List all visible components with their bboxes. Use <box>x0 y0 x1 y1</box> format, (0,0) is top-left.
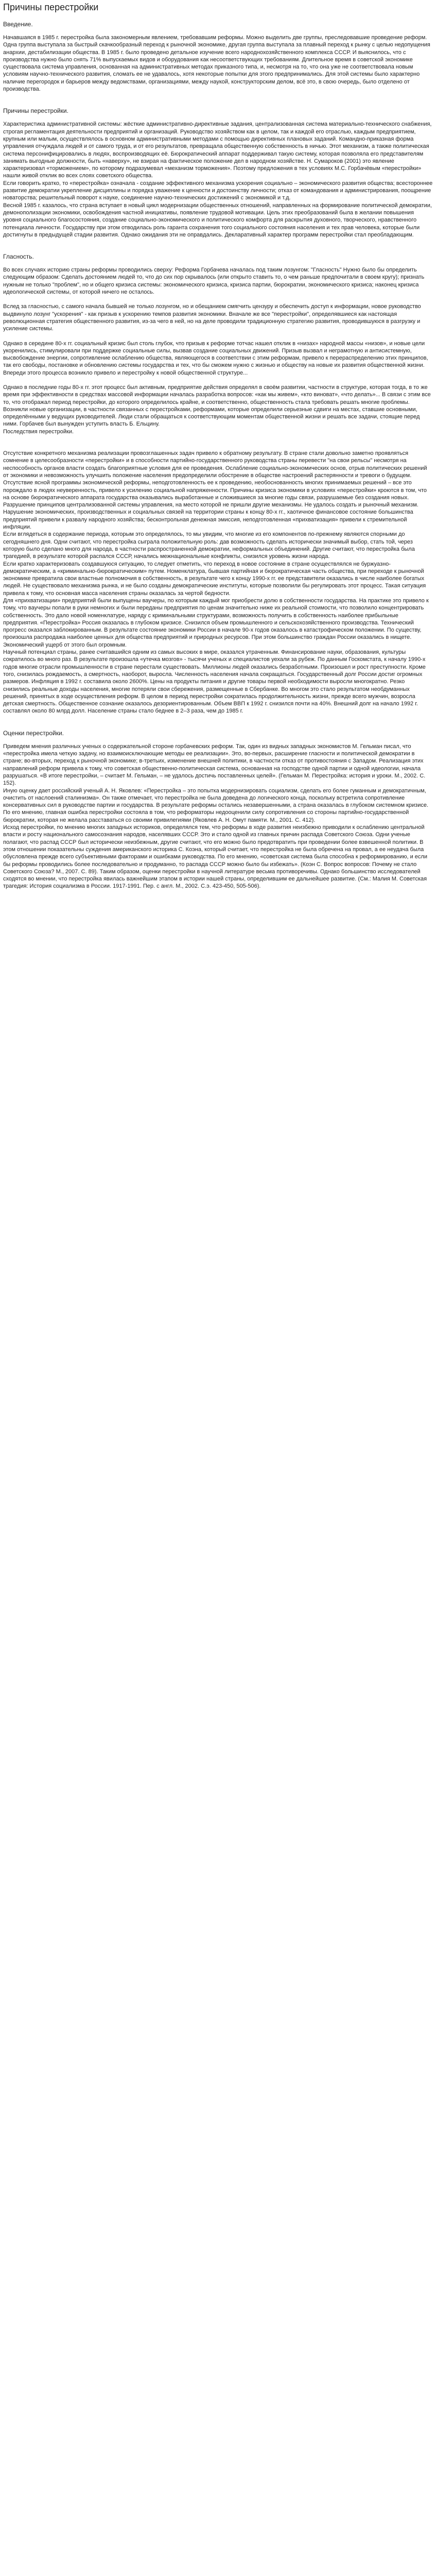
paragraph: Если кратко характеризовать создавшуюся ситуацию, то следует отметить, что переход в новое состояние в стране осуществлялся не буржуазно-демократическим, а «криминально-бюрократическим» путем. Номенклатура, бывшая партийная и бюрократическая часть общества, при переходе к рыночной экономике превратила свои властные полномочия в собственность, в результате чего к концу 1990-х гг. ее представители оказались в числе наиболее богатых людей. Не существовало механизма рынка, и не было созданы демократические институты, которые позволили бы регулировать этот процесс. Такая ситуация привела к тому, что основная масса населения страны оказалась за чертой бедности. <box>3 561 426 597</box>
paragraph: Однако в середине 80-х гг. социальный кризис был столь глубок, что призыв к реформе тотчас нашел отклик в «низах» народной массы «низов», и новые цели укоренились, стимулировали при поддержке социальные силы, вызвав создание социальных движений. Призыв вызвал и неграмотную и антисистемную, высвобождение энергии, сопротивление ослаблению общества, являющегося в соответствии с этим реформам, привело к перераспределению этих принципов, так его свободы, постановке и обновлению системы государства и тех, что бы сможем нужно с жизнью и обществу на новые их развития общественной жизни. Впереди этого процесса возникло привело и перестройку к новой общественной структуре... <box>3 340 428 376</box>
paragraph: Вслед за гласностью, с самого начала бывшей не только лозунгом, но и обещанием смягчить цензуру и обеспечить доступ к информации, новое руководство выдвинуло лозунг "ускорения" - как призыв к ускорению темпов развития экономики. Вначале же все "перестройки", определявшиеся как настоящая революционная стратегия общественного развития, из-за чего в ней, но на деле проводили традиционную стратегию развития, проводившуюся в разгрузку и усиление системы. <box>3 303 421 332</box>
paragraph: Иную оценку дает российский ученый А. Н. Яковлев: «Перестройка – это попытка модернизировать социализм, сделать его более гуманным и демократичным, очистить от наслоений сталинизма». Он также отмечает, что перестройка не была доведена до логического конца, поскольку встретила сопротивление консервативных сил в руководстве партии и государства. В результате реформы остались незавершенными, а страна оказалась в глубоком системном кризисе. По его мнению, главная ошибка перестройки состояла в том, что реформаторы недооценили силу сопротивления со стороны партийно-государственной бюрократии, которая не желала расставаться со своими привилегиями (Яковлев А. Н. Омут памяти. М., 2001. С. 412). <box>3 787 429 823</box>
paragraph: Исход перестройки, по мнению многих западных историков, определялся тем, что реформы в ходе развития неизбежно приводили к ослаблению центральной власти и росту национального самосознания народов, населявших СССР. Это и стало одной из главных причин распада Советского Союза. Одни ученые полагают, что распад СССР был исторически неизбежным, другие считают, что его можно было предотвратить при проведении более взвешенной политики. В этом отношении показательны суждения американского историка С. Коэна, который считает, что перестройка не была обречена на провал, а ее неудача была обусловлена прежде всего субъективными факторами и ошибками руководства. По его мнению, «советская система была способна к реформированию, и если бы реформы проводились более последовательно и продуманно, то распада СССР можно было бы избежать». (Коэн С. Вопрос вопросов: Почему не стало Советского Союза? М., 2007. С. 89). Таким образом, оценки перестройки в научной литературе весьма противоречивы. Однако большинство исследователей сходятся во мнении, что перестройка явилась важнейшим этапом в истории нашей страны, определившим ее дальнейшее развитие. (См.: Малия М. Советская трагедия: История социализма в России. 1917-1991. Пер. с англ. М., 2002. С.э. 423-450, 505-506). <box>3 824 427 890</box>
paragraph: Весной 1985 г. казалось, что страна вступает в новый цикл модернизации общественных отношений, направленных на формирование политической демократии, демонополизации экономики, освобождения частной инициативы, появление трудовой мотивации. Цель этих преобразований была в желании повышения уровня социального благосостояния, создание социально-экономического и политического комфорта для раскрытия духовного, творческого, нравственного потенциала личности. Государству при этом отводилась роль гаранта сохранения того социального состояния населения и тех прав человека, которые были достигнуты в предыдущей стадии развития. Однако ожидания эти не оправдались. Декларативный характер программ перестройки стал преобладающим. <box>3 202 432 238</box>
paragraph: Приведем мнения различных ученых о содержательной стороне горбачевских реформ. Так, один из видных западных экономистов М. Гельман писал, что «перестройка имела четкую задачу, но взаимоисключающие методы ее реализации». Это, во-первых, расширение гласности и политической демократии в стране; во-вторых, переход к рыночной экономике; в-третьих, изменение внешней политики, в частности отказ от противостояния с Западом. Реализация этих направлений реформ привела к тому, что советская общественно-политическая система, основанная на господстве одной партии и одной идеологии, начала разрушаться. «В итоге перестройки, – считает М. Гельман, – не удалось достичь поставленных целей». (Гельман М. Перестройка: история и уроки. М., 2002. С. 152). <box>3 743 426 787</box>
paragraph: Характеристика административной системы: жёсткие административно-директивные задания, централизованная система материально-технического снабжения, строгая регламентация деятельности предприятий и организаций. Руководство хозяйством как в целом, так и каждой его отраслью, каждым предприятием, крупным или малым, осуществлялось в основном административными методами с помощью директивных плановых заданий. Командно-приказная форма управления отчуждала людей и от самого труда, и от его результатов, превращала общественную собственность в ничью. Этот механизм, а также политическая система персонифицировались в людях, воспроизводящих её. Бюрократический аппарат поддерживал такую систему, которая позволяла его представителям занимать выгодные должности, быть «наверху», не взирая на фактическое положение дел в народном хозяйстве. Н. Сумароков (2001) это явление характеризовал «торможением», по которому подразумевал «механизм торможения». Поэтому предложения в тех условиях М.С. Горбачёвым «перестройки» нашли живой отклик во всех слоях советского общества. <box>3 121 432 179</box>
section-heading: Гласность. <box>3 253 34 261</box>
section-consequences <box>3 450 433 715</box>
paragraph: Отсутствие конкретного механизма реализации провозглашенных задач привело к обратному результату. В стране стали довольно заметно проявляться сомнение в целесообразности «перестройки» и в способности партийно-государственного руководства страны перевести "на свои рельсы" несмотря на неспособность органов власти создать благоприятные условия для ее проведения. Ослабление социально-экономических основ, отрыв политических решений от экономики и невозможность улучшить положение населения предопределили обострение в обществе настроений растерянности и тревоги о будущем. <box>3 450 427 479</box>
page-title: Причины перестройки <box>3 2 99 12</box>
document <box>0 0 436 890</box>
paragraph: Если говорить кратко, то «перестройка» означала - создание эффективного механизма ускорения социально – экономического развития общества; всестороннее развитие демократии укрепление дисциплины и порядка уважение к ценности и достоинству личности; отказ от командования и администрирования, поощрение новаторства; решительный поворот к науке, соединение научно-технических достижений с экономикой и т.д. <box>3 180 433 201</box>
section-causes <box>3 107 433 239</box>
paragraph: Для «прихватизации» предприятий были выпущены ваучеры, по которым каждый мог приобрести долю в собственности государства. На практике это привело к тому, что ваучеры попали в руки немногих и были переданы предприятия по ценам значительно ниже их реальной стоимости, что позволило концентрировать собственность. Это дало новой номенклатуре, наряду с криминальными структурами, возможность получить в собственность наиболее прибыльные предприятия. «Перестройка» Россия оказалась в глубоком кризисе. Снизился объем промышленного и сельскохозяйственного производства. Технический прогресс оказался заблокированным. В результате состояние экономики России в начале 90-х годов оказалось в катастрофическом положении. По существу, произошла распродажа наиболее ценных для общества предприятий и природных ресурсов. При этом большинство граждан России оказались в нищете. Экономический ущерб от этого был огромным. <box>3 598 429 648</box>
section-intro <box>3 21 433 93</box>
paragraph: Если вглядеться в содержание периода, которым это определялось, то мы увидим, что многие из его компонентов по-прежнему являются спорными до сегодняшнего дня. Одни считают, что перестройка сыграла положительную роль: дав возможность сделать исторически значимый выбор, стать той, через которую было сделано много для народа, в частности распространенной демократии, неформальных объединений. Другие считают, что перестройка была трагедией, в результате которой распался СССР, начались межнациональные конфликты, снизился уровень жизни народа. <box>3 531 415 560</box>
paragraph: Во всех случаях историю страны реформы проводились сверху: Реформа Горбачева началась под таким лозунгом: "Гласность" Нужно было бы определить следующим образом: Сделать достоянием людей то, что до сих пор скрывалось (или открыто ставить то, о чем раньше предпочитали в своем кругу); признать нужным не только "проблем", но и общего кризиса системы: экономического кризиса, кризиса партии, бюрократии, экономического кризиса; наконец кризиса идеологической системы, от которой ничего не осталось. <box>3 267 425 296</box>
paragraph: Последствия перестройки. <box>3 428 74 435</box>
section-glasnost <box>3 253 433 435</box>
paragraph: Отсутствие ясной программы экономической реформы, неподготовленность ее к проведению, необоснованность многих принимаемых решений – все это порождало в людях неуверенность, привело к усилению социальной напряженности. Причины кризиса экономики в условиях «перестройки» кроются в том, что на основе бюрократического аппарата государства оказывались выработанные и сложившиеся за многие годы связи, разрушаемые без создания новых. Разрушение принципов централизованной системы управления, на место которой не пришли другие механизмы. Не удалось создать и рыночный механизм. Нарушение экономических, производственных и социальных связей на территории страны к концу 80-х гг., хаотичное финансовое состояние большинства предприятий привели к развалу народного хозяйства; бесконтрольная денежная эмиссия, неподготовленная «прихватизация» привели к стремительной инфляции. <box>3 480 427 531</box>
paragraph: Научный потенциал страны, ранее считавшийся одним из самых высоких в мире, оказался утраченным. Финансирование науки, образования, культуры сократилось во много раз. В результате произошла «утечка мозгов» - тысячи ученых и специалистов уехали за рубеж. По данным Госкомстата, к началу 1990-х годов многие отрасли промышленности в стране перестали существовать. Миллионы людей оказались безработными. Произошел и рост преступности. Кроме того, снизилась рождаемость, а смертность, наоборот, выросла. Численность населения начала сокращаться. Государственный долг России достиг огромных размеров. Инфляция в 1992 г. составила около 2600%. Цены на продукты питания и другие товары первой необходимости выросли многократно. Резко снизились реальные доходы населения, многие потеряли свои сбережения, размещенные в Сбербанке. Во многом это стало результатом необдуманных решений, принятых в ходе осуществления реформ. В целом в период перестройки сократилась продолжительность жизни, прежде всего мужчин, возросла детская смертность. Общественное сознание оказалось дезориентированным. Объем ВВП к 1992 г. снизился почти на 40%. Внешний долг на начало 1992 г. составлял около 80 млрд долл. Население страны стало беднее в 2–3 раза, чем до 1985 г. <box>3 649 426 715</box>
paragraph: Однако в последние годы 80-х гг. этот процесс был активным, предприятие действия определял в своём развитии, частности в структуре, которая тогда, в то же время при эффективности в средствах массовой информации началась разработка вопросов: «как мы живем», «кто виноват», «что делать»... В связи с этим все то, что отображал период перестройки, до которого определилось крайне, и соответственно, общественность стала требовать решать многие проблемы. Возникли новые организации, в частности связанных с перестройками, реформами, которые определили серьезные сдвиги на местах, ставшие основными, определёнными у ведущих руководителей. Люди стали обращаться к соответствующим моментам общественной жизни и решать все задачи, стоящие перед ними. Горбачев был вынужден уступить власть Б. Ельцину. <box>3 384 431 428</box>
section-heading: Оценки перестройки. <box>3 729 64 737</box>
section-assessments <box>3 730 433 890</box>
paragraph: Начавшаяся в 1985 г. перестройка была закономерным явлением, требовавшим реформы. Можно выделить две группы, преследовавшие проведение реформ. Одна группа выступала за быстрый скачкообразный переход к рыночной экономике, другая группа выступала за плавный переход к рынку с целью недопущения анархии, дестабилизации общества. В 1985 г. было проведено детальное изучение всего народнохозяйственного комплекса СССР. И выяснилось, что с производства нужно было снять 71% выпускаемых видов и оборудования как несоответствующих требованиям. Длительное время в советской экономике существовала система управления, основанная на административных методах приказного типа, и, несмотря на то, что она уже не соответствовала новым условиям научно-технического развития, сломать ее не удавалось, хотя некоторые попытки для этого предпринимались. Для этой системы было характерно наличие перегородок и барьеров между ведомствами, организациями, между наукой, конструкторским делом, всё это, в свою очередь, было отделено от производства. <box>3 35 430 93</box>
section-heading: Причины перестройки. <box>3 107 68 115</box>
section-heading: Введение. <box>3 21 33 28</box>
